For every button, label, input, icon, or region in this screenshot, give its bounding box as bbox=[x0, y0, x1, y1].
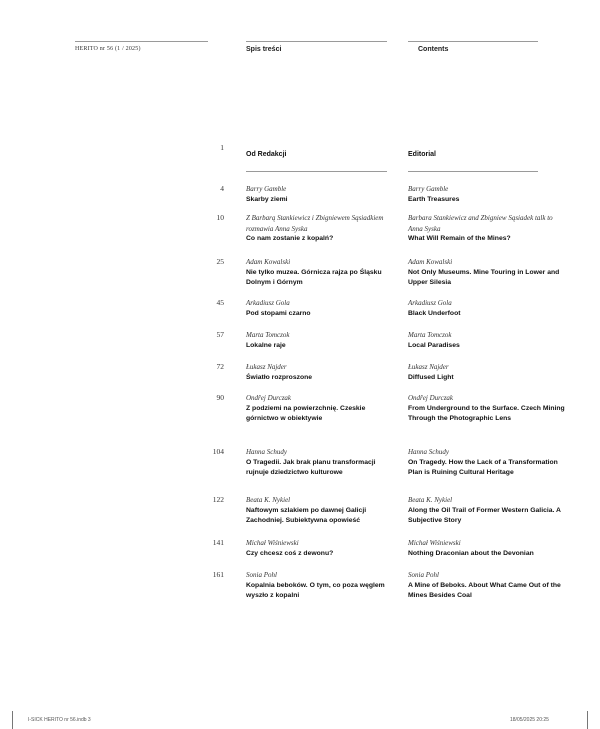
title-pl: Kopalnia beboków. O tym, co poza węglem wyszło z kopalni bbox=[246, 581, 385, 599]
title-pl: O Tragedii. Jak brak planu transformacji rujnuje dziedzictwo kulturowe bbox=[246, 458, 376, 476]
author-pl: Arkadiusz Gola bbox=[246, 299, 290, 307]
page-number: 72 bbox=[216, 362, 224, 371]
author-en: Ondřej Durczak bbox=[408, 394, 454, 402]
title-pl: Czy chcesz coś z dewonu? bbox=[246, 549, 334, 557]
page-number: 161 bbox=[212, 570, 224, 579]
title-pl: Nie tylko muzea. Górnicza rajza po Śląsku Dolnym i Górnym bbox=[246, 268, 382, 286]
title-pl: Pod stopami czarno bbox=[246, 309, 311, 317]
footer-file: I-SICK HERITO nr 56.indb 3 bbox=[28, 717, 91, 723]
title-en: From Underground to the Surface. Czech Mining Through the Photographic Lens bbox=[408, 404, 565, 422]
crop-mark-right bbox=[587, 711, 588, 729]
page-number: 1 bbox=[220, 143, 224, 152]
author-pl: Sonia Pohl bbox=[246, 571, 277, 579]
author-pl: Michał Wiśniewski bbox=[246, 539, 299, 547]
page-number: 10 bbox=[216, 213, 224, 222]
author-pl: Łukasz Najder bbox=[246, 363, 287, 371]
heading-en: Contents bbox=[418, 46, 449, 53]
author-en: Beata K. Nykiel bbox=[408, 496, 453, 504]
title-en: On Tragedy. How the Lack of a Transformation Plan is Ruining Cultural Heritage bbox=[408, 458, 558, 476]
crop-mark-left bbox=[12, 711, 13, 729]
page-number: 141 bbox=[212, 538, 224, 547]
author-en: Hanna Schudy bbox=[408, 448, 450, 456]
editorial-title-en: Editorial bbox=[408, 151, 437, 158]
page-number: 122 bbox=[212, 495, 224, 504]
title-en: Local Paradises bbox=[408, 341, 460, 349]
author-en: Łukasz Najder bbox=[408, 363, 449, 371]
author-en: Adam Kowalski bbox=[408, 258, 453, 266]
header-rule-en bbox=[408, 41, 538, 42]
page-number: 45 bbox=[216, 298, 224, 307]
author-en: Sonia Pohl bbox=[408, 571, 439, 579]
heading-pl: Spis treści bbox=[246, 46, 282, 53]
author-pl: Z Barbarą Stankiewicz i Zbigniewem Sąsiadkiem rozmawia Anna Syska bbox=[246, 214, 384, 233]
header-rule-pl bbox=[246, 41, 387, 42]
page-number: 25 bbox=[216, 257, 224, 266]
author-pl: Hanna Schudy bbox=[246, 448, 288, 456]
editorial-rule-pl bbox=[246, 171, 387, 172]
title-en: A Mine of Beboks. About What Came Out of the Mines Besides Coal bbox=[408, 581, 561, 599]
title-pl: Z podziemi na powierzchnię. Czeskie górnictwo w obiektywie bbox=[246, 404, 366, 422]
page-number: 90 bbox=[216, 393, 224, 402]
author-pl: Beata K. Nykiel bbox=[246, 496, 291, 504]
page-number: 104 bbox=[212, 447, 224, 456]
page-number: 4 bbox=[220, 184, 224, 193]
editorial-title-pl: Od Redakcji bbox=[246, 151, 287, 158]
title-pl: Lokalne raje bbox=[246, 341, 286, 349]
author-en: Arkadiusz Gola bbox=[408, 299, 452, 307]
title-en: Black Underfoot bbox=[408, 309, 461, 317]
header-rule-left bbox=[75, 41, 208, 42]
title-pl: Co nam zostanie z kopalń? bbox=[246, 235, 334, 242]
author-en: Marta Tomczok bbox=[408, 331, 452, 339]
editorial-rule-en bbox=[408, 171, 538, 172]
footer-date: 18/05/2025 20:25 bbox=[510, 717, 549, 723]
title-pl: Skarby ziemi bbox=[246, 195, 288, 203]
title-pl: Naftowym szlakiem po dawnej Galicji Zachodniej. Subiektywna opowieść bbox=[246, 506, 367, 524]
author-en: Barbara Stankiewicz and Zbigniew Sąsiadek talk to Anna Syska bbox=[408, 214, 553, 233]
author-en: Michał Wiśniewski bbox=[408, 539, 461, 547]
issue-label: HERITO nr 56 (1 / 2025) bbox=[75, 46, 141, 52]
author-pl: Ondřej Durczak bbox=[246, 394, 292, 402]
title-en: What Will Remain of the Mines? bbox=[408, 235, 511, 242]
author-pl: Marta Tomczok bbox=[246, 331, 290, 339]
author-pl: Barry Gamble bbox=[246, 185, 287, 193]
title-pl: Światło rozproszone bbox=[246, 373, 313, 381]
title-en: Earth Treasures bbox=[408, 195, 460, 203]
author-en: Barry Gamble bbox=[408, 185, 449, 193]
title-en: Along the Oil Trail of Former Western Galicia. A Subjective Story bbox=[408, 506, 561, 524]
title-en: Diffused Light bbox=[408, 373, 454, 381]
page-number: 57 bbox=[216, 330, 224, 339]
title-en: Not Only Museums. Mine Touring in Lower and Upper Silesia bbox=[408, 268, 560, 286]
author-pl: Adam Kowalski bbox=[246, 258, 291, 266]
title-en: Nothing Draconian about the Devonian bbox=[408, 549, 534, 557]
